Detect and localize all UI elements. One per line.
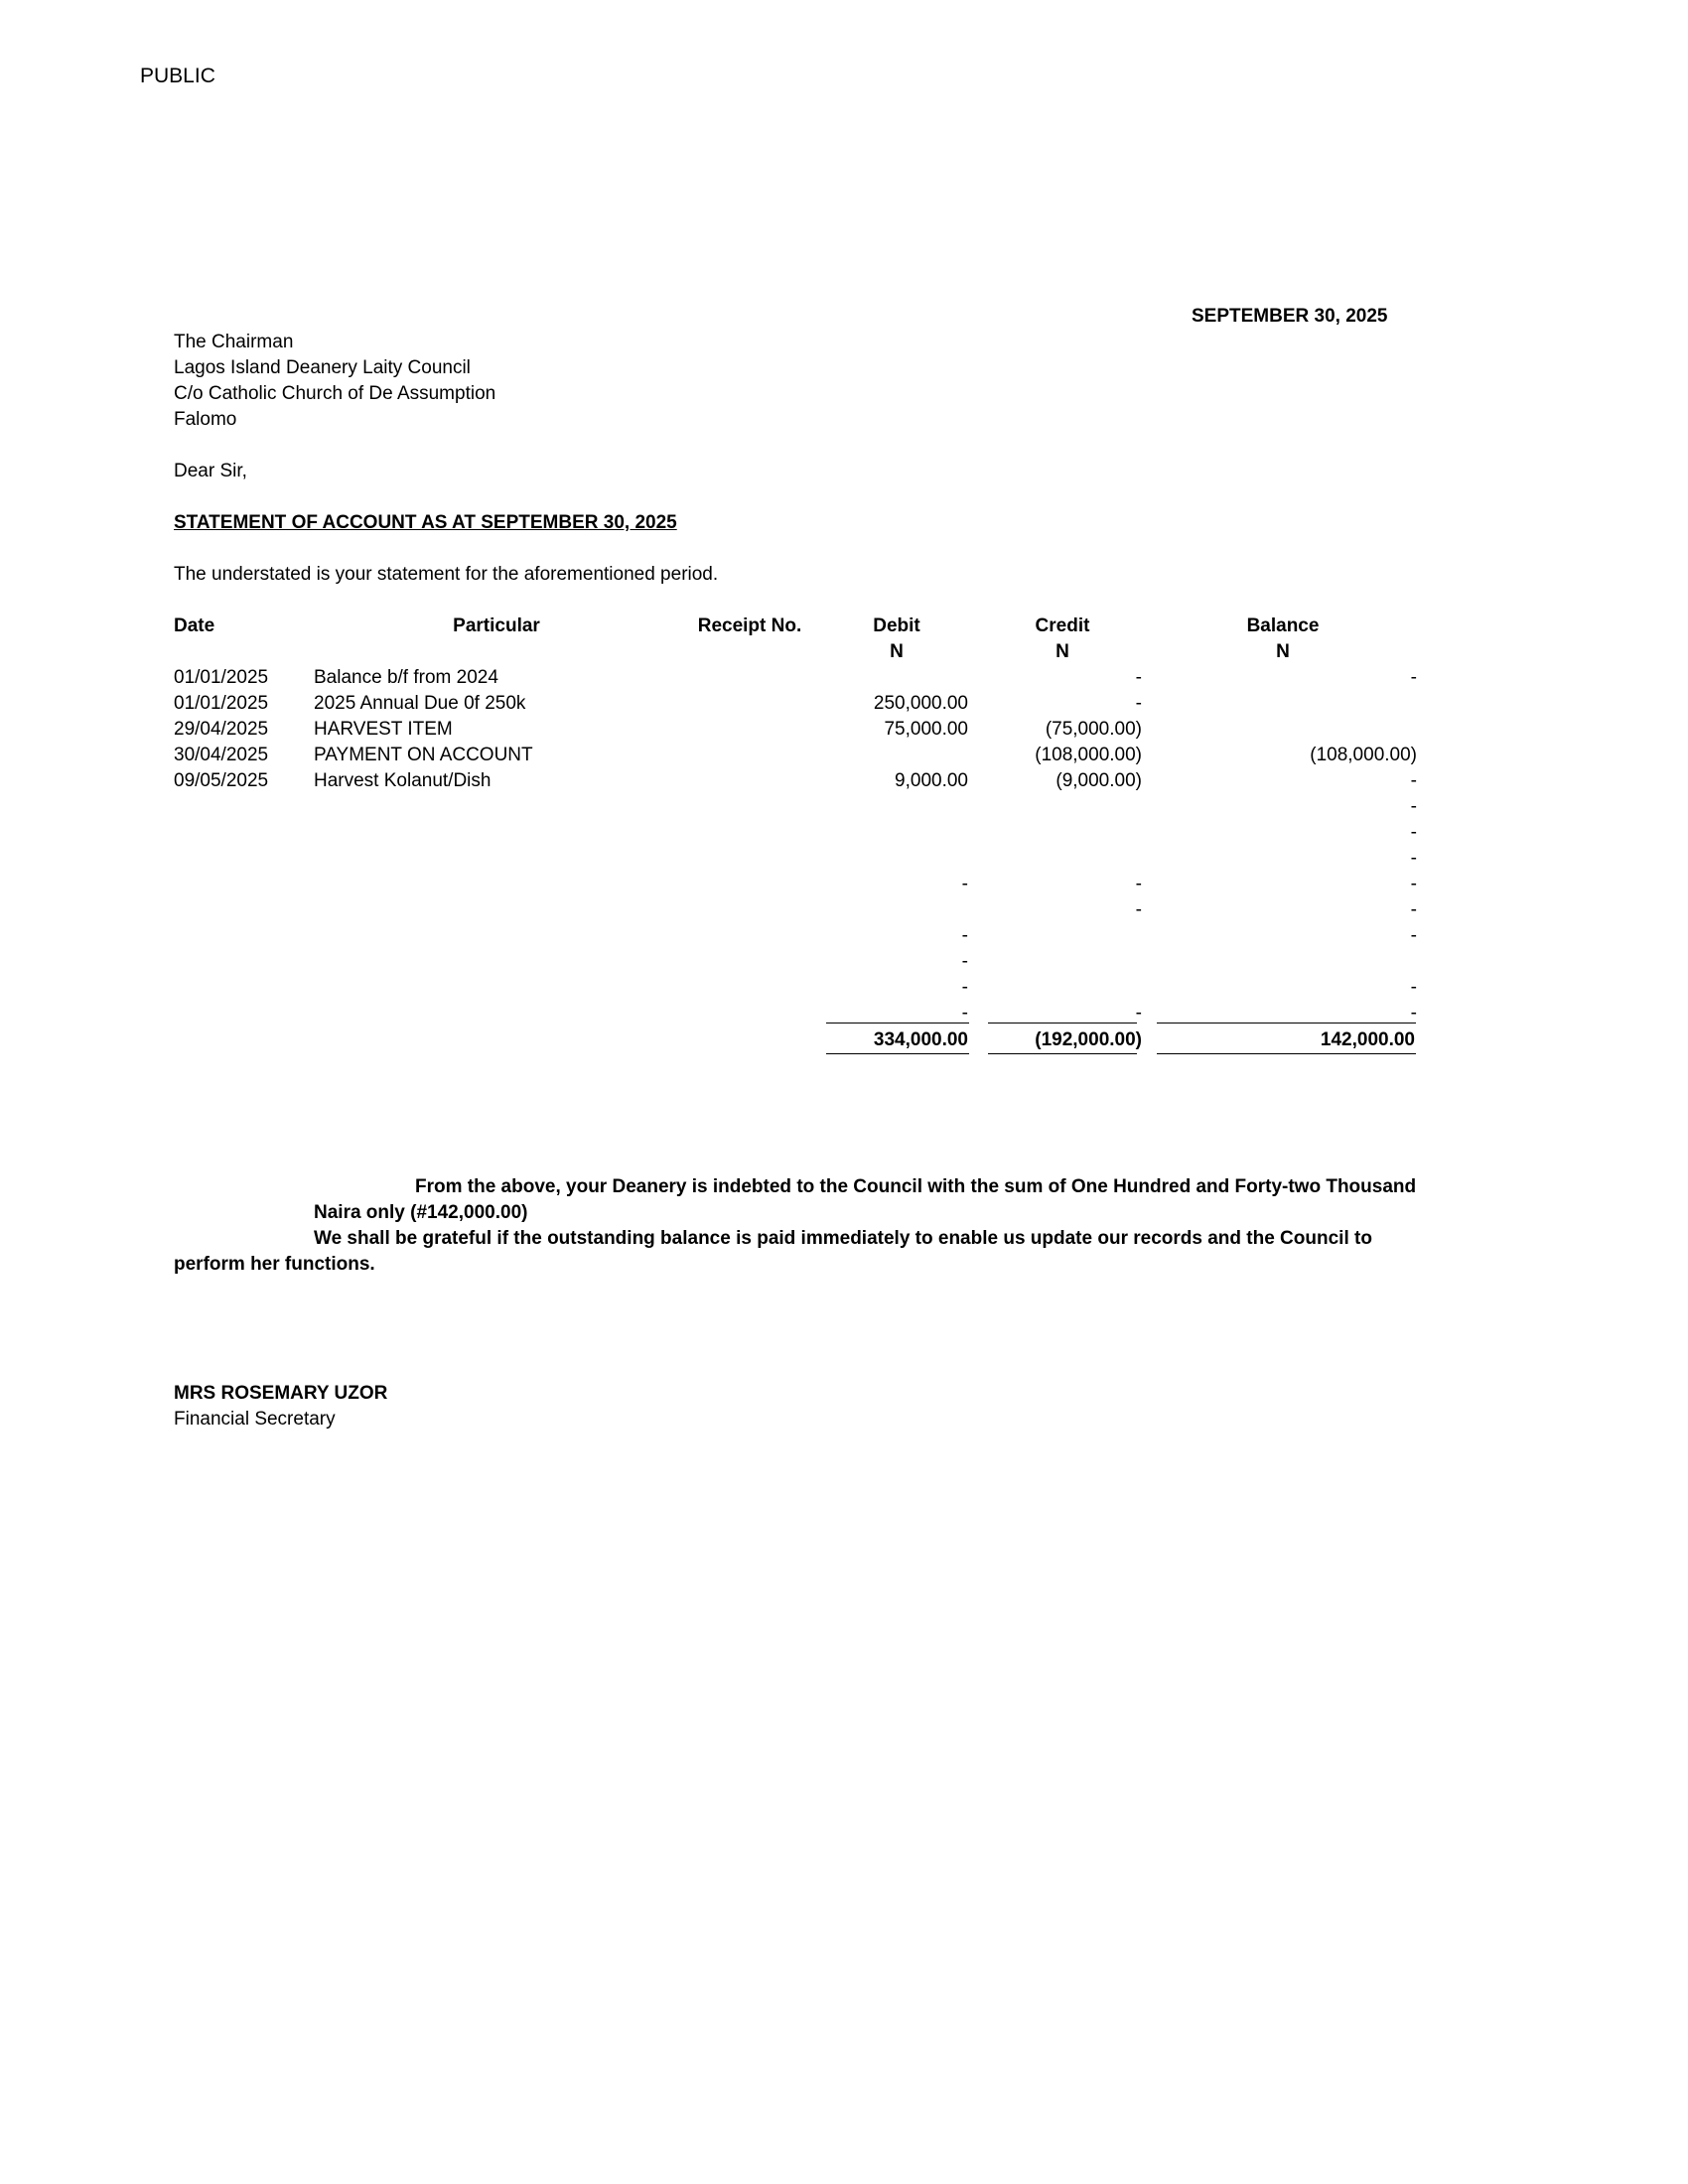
cell-credit: (108,000.00) (1035, 745, 1142, 765)
body-paragraph-1-line-2: Naira only (#142,000.00) (314, 1202, 528, 1223)
total-balance: 142,000.00 (1320, 1029, 1415, 1050)
currency-balance: N (1276, 641, 1290, 662)
header-date: Date (174, 615, 215, 636)
cell-debit: 9,000.00 (895, 770, 968, 791)
cell-balance: - (1410, 796, 1417, 817)
cell-credit: - (1135, 899, 1142, 920)
cell-particular: 2025 Annual Due 0f 250k (314, 693, 526, 714)
statement-heading: STATEMENT OF ACCOUNT AS AT SEPTEMBER 30, 2025 (174, 512, 677, 533)
cell-credit: (9,000.00) (1055, 770, 1142, 791)
address-line: C/o Catholic Church of De Assumption (174, 383, 496, 404)
cell-particular: Harvest Kolanut/Dish (314, 770, 492, 791)
address-line: Lagos Island Deanery Laity Council (174, 357, 471, 378)
cell-balance: - (1410, 925, 1417, 946)
cell-particular: Balance b/f from 2024 (314, 667, 498, 688)
cell-balance: - (1410, 977, 1417, 998)
body-paragraph-2-line-1: We shall be grateful if the outstanding balance is paid immediately to enable us update our records and the Council to (314, 1228, 1372, 1249)
header-balance: Balance (1246, 615, 1320, 636)
letter-date: SEPTEMBER 30, 2025 (1192, 306, 1388, 327)
cell-balance: - (1410, 899, 1417, 920)
header-particular: Particular (453, 615, 540, 636)
cell-balance: - (1410, 874, 1417, 894)
debit-rule-bottom (826, 1053, 969, 1054)
header-debit: Debit (873, 615, 920, 636)
credit-rule-top (988, 1023, 1137, 1024)
address-line: The Chairman (174, 332, 294, 352)
cell-credit: - (1135, 667, 1142, 688)
cell-date: 01/01/2025 (174, 693, 269, 714)
cell-date: 09/05/2025 (174, 770, 269, 791)
header-credit: Credit (1035, 615, 1090, 636)
cell-date: 01/01/2025 (174, 667, 269, 688)
cell-particular: PAYMENT ON ACCOUNT (314, 745, 533, 765)
cell-balance: - (1410, 848, 1417, 869)
debit-rule-top (826, 1023, 969, 1024)
cell-balance: - (1410, 770, 1417, 791)
total-credit: (192,000.00) (1035, 1029, 1142, 1050)
cell-particular: HARVEST ITEM (314, 719, 453, 740)
balance-rule-top (1157, 1023, 1416, 1024)
cell-debit: 75,000.00 (884, 719, 968, 740)
salutation: Dear Sir, (174, 461, 247, 481)
cell-balance: - (1410, 1003, 1417, 1024)
cell-debit: - (961, 951, 968, 972)
cell-credit: - (1135, 1003, 1142, 1024)
cell-date: 29/04/2025 (174, 719, 269, 740)
cell-credit: (75,000.00) (1045, 719, 1142, 740)
cell-debit: - (961, 1003, 968, 1024)
header-receipt-no: Receipt No. (697, 615, 802, 636)
currency-debit: N (890, 641, 904, 662)
address-line: Falomo (174, 409, 237, 430)
cell-date: 30/04/2025 (174, 745, 269, 765)
total-debit: 334,000.00 (873, 1029, 968, 1050)
credit-rule-bottom (988, 1053, 1137, 1054)
signatory-name: MRS ROSEMARY UZOR (174, 1383, 388, 1404)
cell-balance: (108,000.00) (1310, 745, 1417, 765)
classification-label: PUBLIC (140, 65, 215, 87)
cell-debit: - (961, 977, 968, 998)
cell-debit: - (961, 874, 968, 894)
body-paragraph-1-line-1: From the above, your Deanery is indebted to the Council with the sum of One Hundred and Forty-two Thousand (415, 1176, 1417, 1197)
balance-rule-bottom (1157, 1053, 1416, 1054)
signatory-title: Financial Secretary (174, 1409, 336, 1430)
body-paragraph-2-line-2: perform her functions. (174, 1254, 375, 1275)
cell-balance: - (1410, 667, 1417, 688)
cell-credit: - (1135, 693, 1142, 714)
currency-credit: N (1055, 641, 1069, 662)
cell-debit: - (961, 925, 968, 946)
intro-text: The understated is your statement for the aforementioned period. (174, 564, 719, 585)
cell-credit: - (1135, 874, 1142, 894)
cell-balance: - (1410, 822, 1417, 843)
cell-debit: 250,000.00 (873, 693, 968, 714)
